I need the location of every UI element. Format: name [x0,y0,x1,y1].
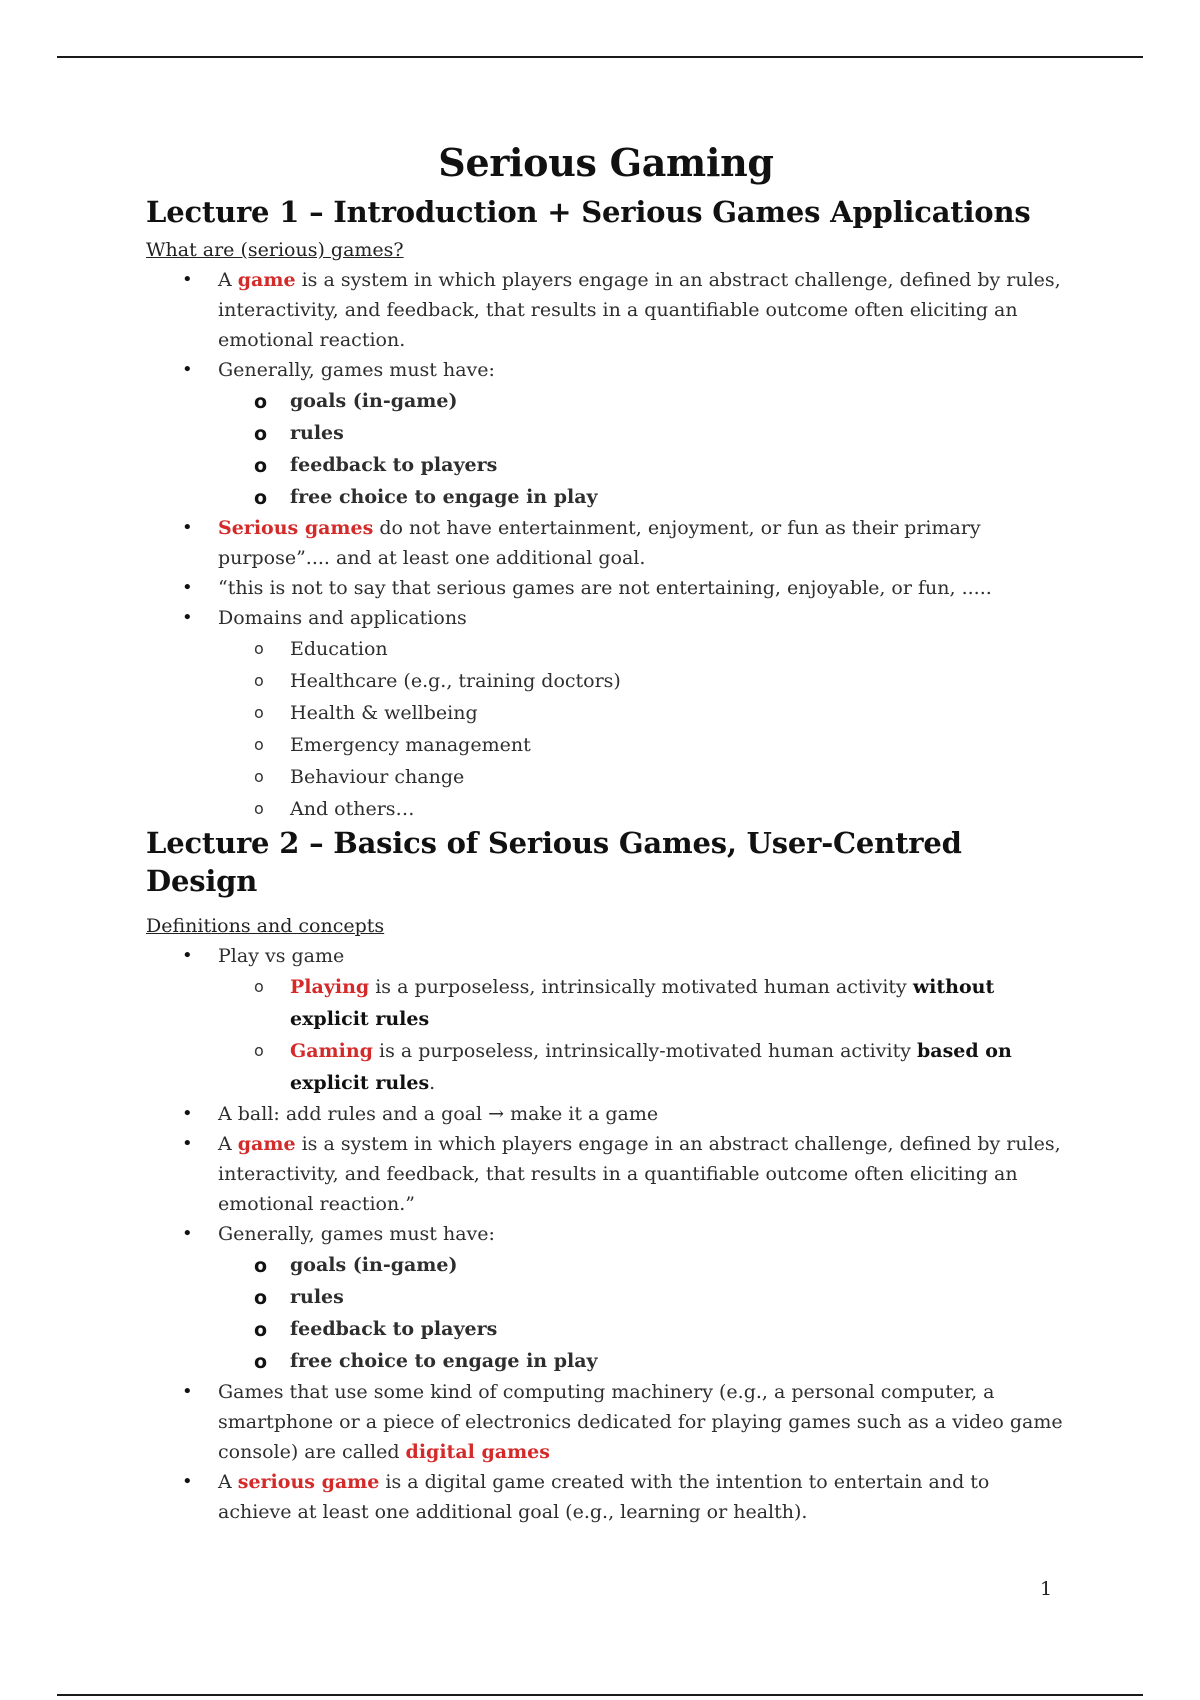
lecture-2-list [146,941,1066,1527]
sub-list-item: o Education [146,633,1066,665]
list-item: • A serious game is a digital game created with the intention to entertain and to achieve at least one additional goal (e.g., learning or health). [146,1467,1066,1527]
sub-list-item: o Emergency management [146,729,1066,761]
list-item: • Generally, games must have: [146,1219,1066,1249]
list-item: • Serious games do not have entertainment, enjoyment, or fun as their primary purpose”.... and at least one additional goal. [146,513,1066,573]
sub-list-item: o Gaming is a purposeless, intrinsically-motivated human activity based on explicit rules. [146,1035,1066,1099]
list-item: • A game is a system in which players engage in an abstract challenge, defined by rules, interactivity, and feedback, that results in a quantifiable outcome often eliciting an emotional reaction. [146,265,1066,355]
term-highlight: game [237,1132,296,1155]
sub-list-item: o Healthcare (e.g., training doctors) [146,665,1066,697]
header-rule [57,56,1143,58]
sub-list-item: o feedback to players [146,1313,1066,1345]
sub-list-item: o And others… [146,793,1066,825]
lecture-2-section-label: Definitions and concepts [146,914,385,937]
lecture-1-section-label: What are (serious) games? [146,239,404,262]
document-page [146,140,1066,1527]
lecture-2-heading: Lecture 2 – Basics of Serious Games, User-Centred Design [146,826,962,898]
sub-list-item: o goals (in-game) [146,1249,1066,1281]
lecture-1-heading: Lecture 1 – Introduction + Serious Games Applications [146,194,1031,229]
list-item: • “this is not to say that serious games are not entertaining, enjoyable, or fun, ..... [146,573,1066,603]
sub-list-item: o feedback to players [146,449,1066,481]
term-highlight: game [237,269,296,292]
term-highlight: serious game [237,1470,380,1493]
sub-list-item: o free choice to engage in play [146,481,1066,513]
sub-list-item: o rules [146,1281,1066,1313]
term-highlight: Serious games [218,517,374,540]
sub-list-item: o free choice to engage in play [146,1345,1066,1377]
sub-list-item: o goals (in-game) [146,385,1066,417]
list-item: • Domains and applications [146,603,1066,633]
sub-list-item: o Behaviour change [146,761,1066,793]
list-item: • Generally, games must have: [146,355,1066,385]
list-item: • Play vs game [146,941,1066,971]
page-number: 1 [1040,1578,1053,1600]
sub-list-item: o rules [146,417,1066,449]
sub-list-item: o Playing is a purposeless, intrinsically motivated human activity without explicit rules [146,971,1066,1035]
list-item: • A ball: add rules and a goal → make it a game [146,1099,1066,1129]
term-highlight: Playing [290,975,370,998]
sub-list-item: o Health & wellbeing [146,697,1066,729]
document-title: Serious Gaming [438,140,774,185]
term-highlight: digital games [405,1440,550,1463]
list-item: • A game is a system in which players engage in an abstract challenge, defined by rules, interactivity, and feedback, that results in a quantifiable outcome often eliciting an emotional reaction.” [146,1129,1066,1219]
lecture-1-list [146,265,1066,825]
list-item: • Games that use some kind of computing machinery (e.g., a personal computer, a smartphone or a piece of electronics dedicated for playing games such as a video game console) are called digital games [146,1377,1066,1467]
term-highlight: Gaming [290,1039,373,1062]
footer-rule [57,1694,1143,1696]
